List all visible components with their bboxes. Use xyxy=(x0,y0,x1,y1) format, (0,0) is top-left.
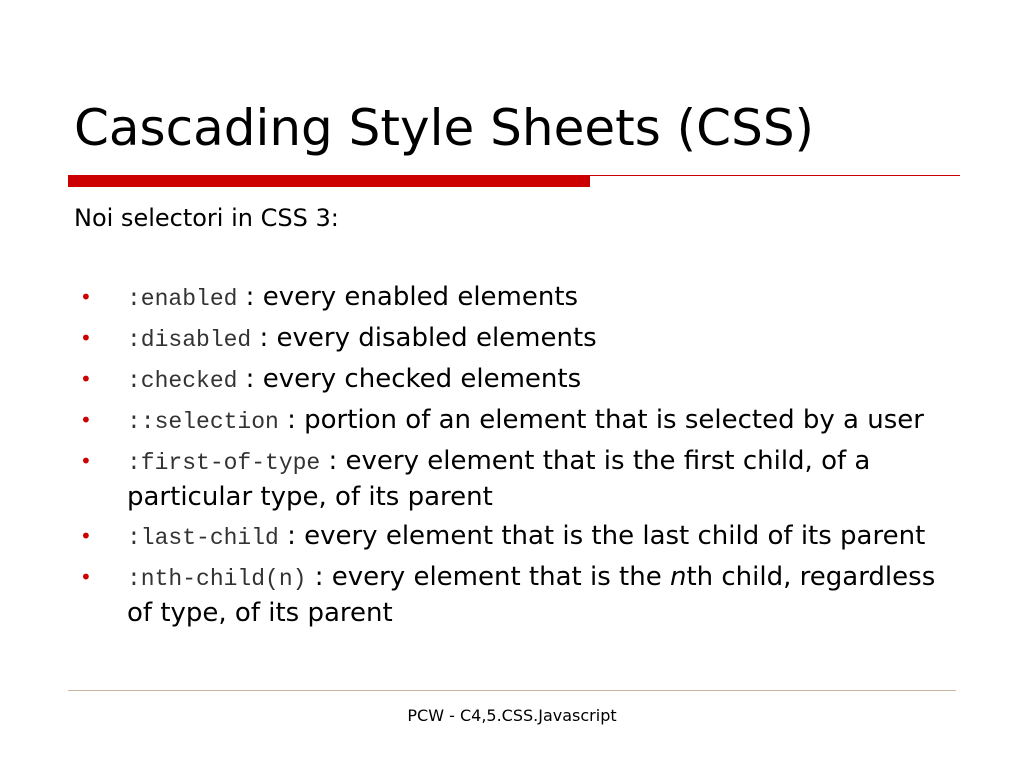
selector-description-tail: th child, regardless of type, of its parent xyxy=(127,562,936,628)
selector-description-italic: n xyxy=(669,562,687,592)
list-item xyxy=(74,444,944,514)
selector-code: :disabled xyxy=(127,327,252,353)
bullet-icon: • xyxy=(80,367,92,391)
selector-description: : every element that is the last child of its parent xyxy=(278,521,926,551)
bullet-icon: • xyxy=(80,449,92,473)
selector-description: : every element that is the xyxy=(306,562,670,592)
selector-description: : every checked elements xyxy=(237,364,582,394)
list-item xyxy=(74,362,944,398)
title-underline-thin xyxy=(590,175,960,176)
selector-code: ::selection xyxy=(127,409,279,435)
selector-description: : every element that is the first child, of a particular type, of its parent xyxy=(127,446,871,512)
title-underline-thick xyxy=(68,175,590,187)
selector-code: :first-of-type xyxy=(127,450,321,476)
slide-footer: PCW - C4,5.CSS.Javascript xyxy=(407,706,617,725)
selector-code: :last-child xyxy=(127,525,279,551)
list-item xyxy=(74,403,944,439)
list-item xyxy=(74,519,944,555)
bullet-icon: • xyxy=(80,326,92,350)
selector-code: :enabled xyxy=(127,286,238,312)
slide-title: Cascading Style Sheets (CSS) xyxy=(74,99,815,157)
bullet-icon: • xyxy=(80,524,92,548)
bullet-icon: • xyxy=(80,285,92,309)
list-item xyxy=(74,321,944,357)
intro-text: Noi selectori in CSS 3: xyxy=(74,204,339,232)
footer-divider xyxy=(68,690,956,691)
bullet-icon: • xyxy=(80,408,92,432)
list-item xyxy=(74,280,944,316)
selector-code: :checked xyxy=(127,368,238,394)
selector-description: : portion of an element that is selected by a user xyxy=(278,405,924,435)
selector-description: : every enabled elements xyxy=(237,282,579,312)
bullet-icon: • xyxy=(80,565,92,589)
selector-description: : every disabled elements xyxy=(251,323,597,353)
bullet-list xyxy=(74,280,944,635)
selector-code: :nth-child(n) xyxy=(127,566,307,592)
list-item xyxy=(74,560,944,630)
